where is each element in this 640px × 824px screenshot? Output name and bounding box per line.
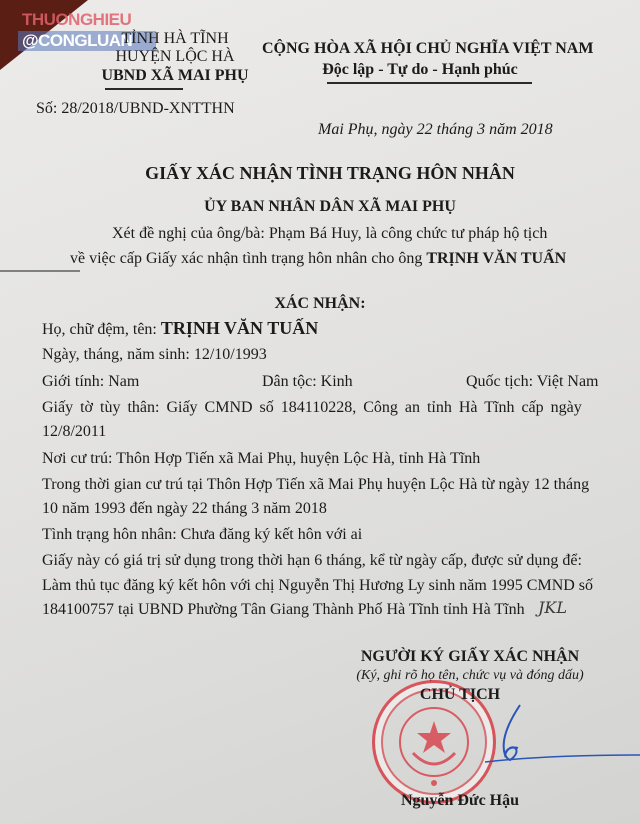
- marital-status: Tình trạng hôn nhân: Chưa đăng ký kết hôn với ai: [42, 526, 363, 543]
- residence: Nơi cư trú: Thôn Hợp Tiến xã Mai Phụ, huyện Lộc Hà, tỉnh Hà Tĩnh: [42, 450, 481, 467]
- place-date: Mai Phụ, ngày 22 tháng 3 năm 2018: [318, 121, 553, 138]
- full-name-label: Họ, chữ đệm, tên:: [42, 321, 161, 338]
- document-title: GIẤY XÁC NHẬN TÌNH TRẠNG HÔN NHÂN: [145, 163, 515, 183]
- watermark-line1: THUONGHIEU: [22, 10, 132, 29]
- nationality: Quốc tịch: Việt Nam: [466, 373, 599, 390]
- request-purpose-text: về việc cấp Giấy xác nhận tình trạng hôn nhân cho ông: [70, 250, 427, 267]
- issuing-authority: ỦY BAN NHÂN DÂN XÃ MAI PHỤ: [204, 198, 456, 215]
- commune-name: UBND XÃ MAI PHỤ: [101, 67, 249, 84]
- full-name-field: [42, 318, 318, 339]
- document-number: Số: 28/2018/UBND-XNTTHN: [36, 100, 235, 117]
- nation-title: CỘNG HÒA XÃ HỘI CHỦ NGHĨA VIỆT NAM: [262, 40, 594, 57]
- signer-instruction: (Ký, ghi rõ họ tên, chức vụ và đóng dấu): [356, 668, 584, 683]
- national-motto: Độc lập - Tự do - Hạnh phúc: [322, 61, 518, 78]
- handwritten-initials: JKL: [538, 598, 567, 617]
- request-purpose-line: [70, 250, 566, 268]
- signer-name: Nguyễn Đức Hậu: [400, 792, 520, 809]
- id-document-line2: 12/8/2011: [42, 423, 107, 440]
- commune-underline: [105, 88, 183, 90]
- confirm-heading: XÁC NHẬN:: [274, 295, 366, 312]
- signer-heading: NGƯỜI KÝ GIẤY XÁC NHẬN: [360, 648, 580, 665]
- purpose-line1: Làm thủ tục đăng ký kết hôn với chị Nguyễn Thị Hương Ly sinh năm 1995 CMND số: [42, 577, 594, 594]
- validity-statement: Giấy này có giá trị sử dụng trong thời hạn 6 tháng, kể từ ngày cấp, được sử dụng để:: [42, 552, 582, 569]
- full-name-value: TRỊNH VĂN TUẤN: [160, 318, 319, 338]
- ethnicity: Dân tộc: Kinh: [262, 373, 353, 390]
- id-document-line1: Giấy tờ tùy thân: Giấy CMND số 184110228, Công an tỉnh Hà Tĩnh cấp ngày: [42, 399, 582, 416]
- district-name: HUYỆN LỘC HÀ: [115, 48, 235, 65]
- residence-period-line1: Trong thời gian cư trú tại Thôn Hợp Tiến xã Mai Phụ huyện Lộc Hà từ ngày 12 tháng: [42, 476, 590, 493]
- purpose-line2: 184100757 tại UBND Phường Tân Giang Thành Phố Hà Tĩnh tỉnh Hà Tĩnh: [42, 601, 525, 618]
- gender: Giới tính: Nam: [42, 373, 140, 390]
- date-of-birth: Ngày, tháng, năm sinh: 12/10/1993: [42, 346, 267, 363]
- request-line: Xét đề nghị của ông/bà: Phạm Bá Huy, là công chức tư pháp hộ tịch: [112, 225, 548, 242]
- residence-period-line2: 10 năm 1993 đến ngày 22 tháng 3 năm 2018: [42, 500, 327, 517]
- province-name: TỈNH HÀ TĨNH: [121, 30, 229, 47]
- handwritten-signature: [480, 700, 640, 770]
- motto-underline: [327, 82, 532, 84]
- applicant-name-inline: TRỊNH VĂN TUẤN: [426, 250, 567, 267]
- watermark-line2: @CONGLUAN: [18, 31, 156, 51]
- signer-position: CHỦ TỊCH: [419, 686, 501, 703]
- fold-crease: [0, 270, 80, 272]
